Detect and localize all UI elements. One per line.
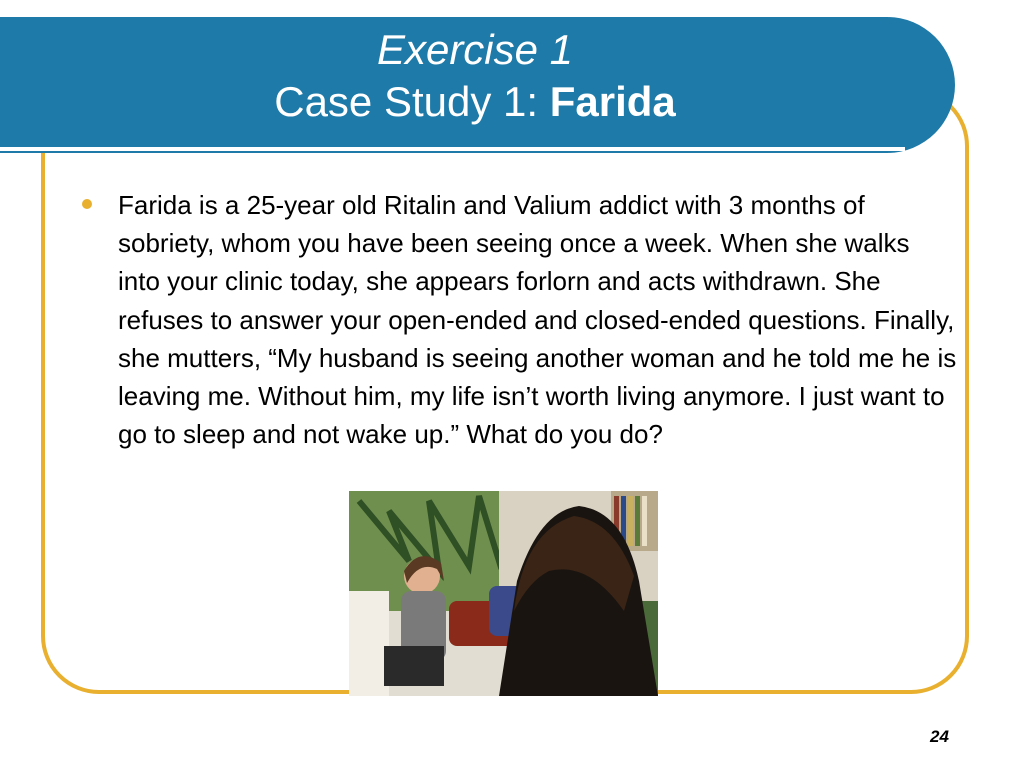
bullet-icon: [82, 199, 92, 209]
counseling-session-photo: [349, 491, 658, 696]
title-underline: [0, 147, 905, 151]
page-number: 24: [930, 727, 949, 746]
title-line-2-name: Farida: [549, 78, 676, 125]
slide-title: [0, 24, 950, 128]
title-line-1: Exercise 1: [376, 26, 574, 73]
title-line-2-prefix: Case Study 1:: [274, 78, 550, 125]
title-line-2: [0, 76, 950, 128]
bullet-text: Farida is a 25-year old Ritalin and Valium addict with 3 months of sobriety, whom you have been seeing once a week. When she walks into your clinic today, she appears forlorn and acts withdrawn. She refuses to answer your open-ended and closed-ended questions. Finally, she mutters, “My husband is seeing another woman and he told me he is leaving me. Without him, my life isn’t worth living anymore. I just want to go to sleep and not wake up.” What do you do?: [118, 190, 957, 450]
photo-illustration: [349, 491, 658, 696]
